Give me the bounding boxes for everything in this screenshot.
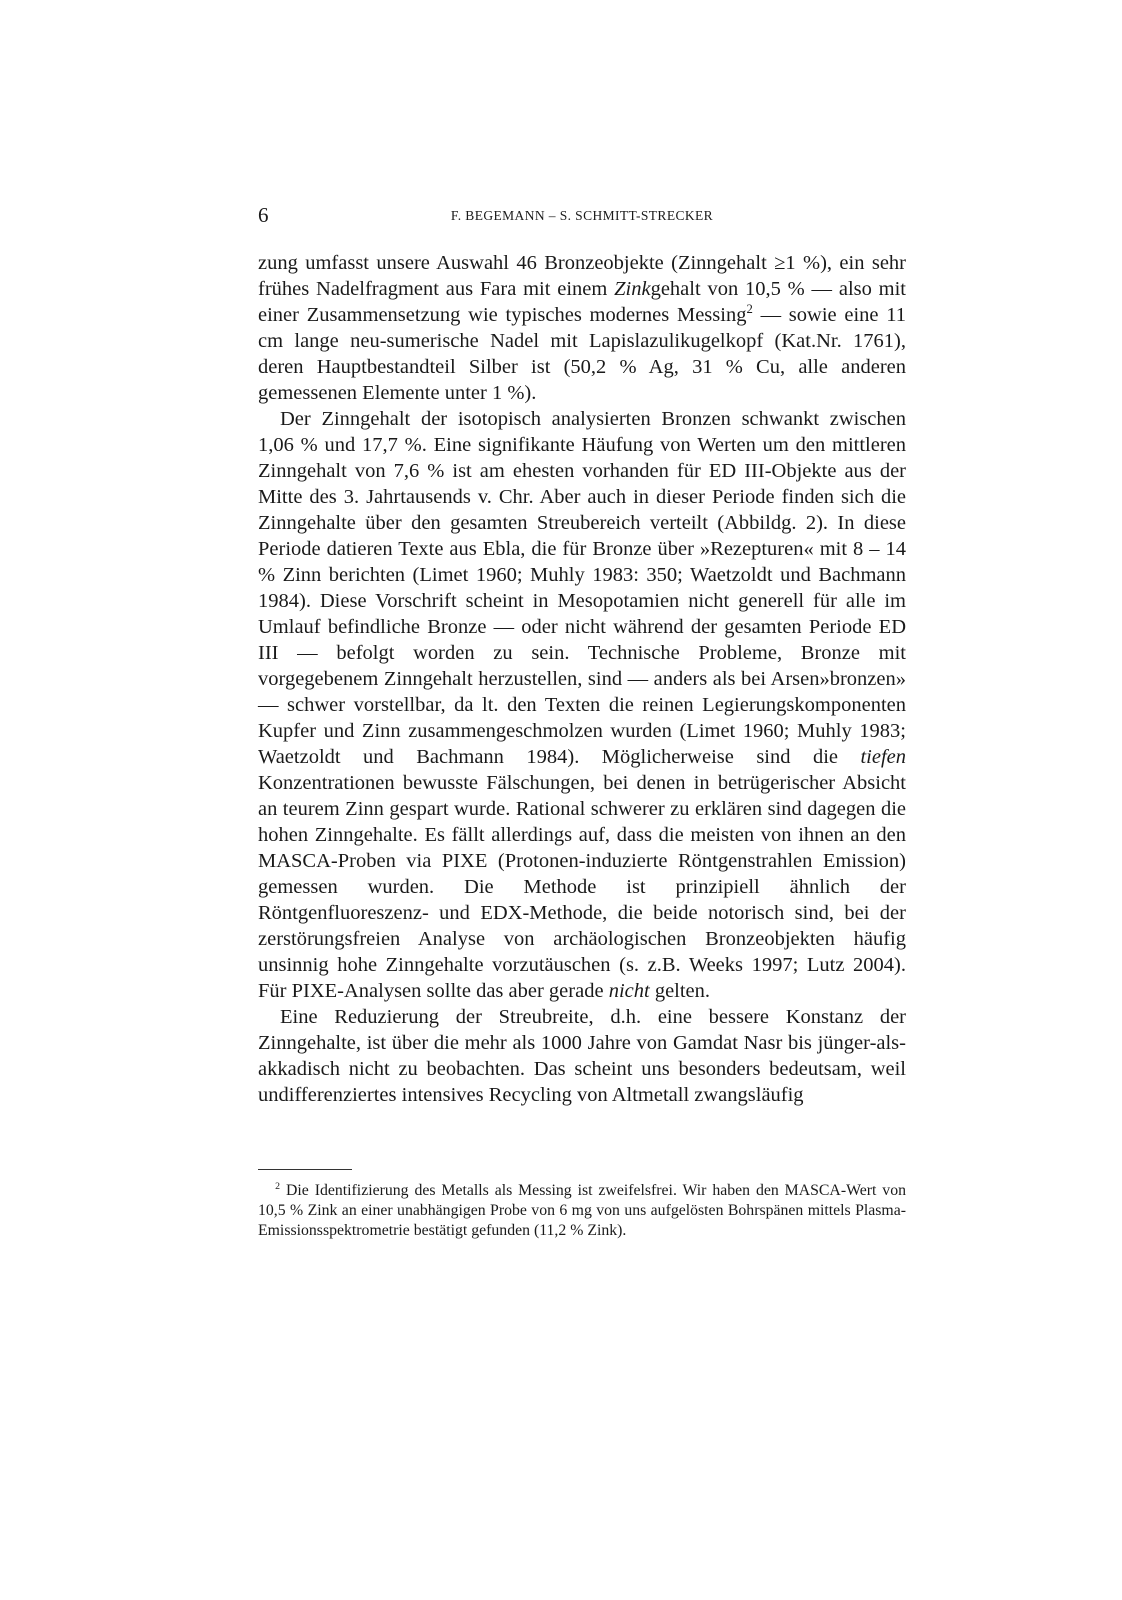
text-run: Der Zinngehalt der isotopisch analysierten Bronzen schwankt zwischen 1,06 % und 17,7 %. Eine signifikante Häufung von Werten um den mittleren Zinngehalt von 7,6 % ist am ehesten vorhanden für ED III-Objekte aus der Mitte des 3. Jahrtausends v. Chr. Aber auch in dieser Periode finden sich die Zinngehalte über den gesamten Streubereich verteilt (Abbildg. 2). In diese Periode datieren Texte aus Ebla, die für Bronze über »Rezepturen« mit 8 – 14 % Zinn berichten (Limet 1960; Muhly 1983: 350; Waetzoldt und Bachmann 1984). Diese Vorschrift scheint in Mesopotamien nicht generell für alle im Umlauf befindliche Bronze — oder nicht während der gesamten Periode ED III — befolgt worden zu sein. Technische Probleme, Bronze mit vorgegebenem Zinngehalt herzustellen, sind — anders als bei Arsen»bronzen» — schwer vorstellbar, da lt. den Texten die reinen Legierungskomponenten Kupfer und Zinn zusammengeschmolzen wurden (Limet 1960; Muhly 1983; Waetzoldt und Bachmann 1984). Möglicherweise sind die	[258, 408, 906, 768]
emphasis: Zink	[614, 278, 651, 300]
text-run: gehalt von 10,5 % — also mit einer Zusammensetzung wie typisches modernes Messing	[258, 278, 906, 326]
emphasis: tiefen	[860, 746, 906, 768]
running-head: F. BEGEMANN – S. SCHMITT-STRECKER	[450, 208, 714, 223]
paragraph-1	[258, 250, 906, 406]
text-run: — sowie eine 11 cm lange neu-sumerische Nadel mit Lapislazulikugelkopf (Kat.Nr. 1761), deren Hauptbestandteil Silber ist (50,2 % Ag, 31 % Cu, alle anderen gemessenen Elemente unter 1 %).	[258, 304, 907, 404]
paragraph-2	[258, 406, 906, 1004]
main-text	[258, 250, 906, 1108]
footnote: $^2$ Die Identifizierung des Metalls als Messing ist zweifelsfrei. Wir haben den MASCA-Wert von 10,5 % Zink an einer unabhängigen Probe von 6 mg von uns aufgelösten Bohrspänen mittels Plasma-Emissionsspektrometrie bestätigt gefunden (11,2 % Zink).	[258, 1180, 906, 1239]
text-run: Konzentrationen bewusste Fälschungen, bei denen in betrügerischer Absicht an teurem Zinn gespart wurde. Rational schwerer zu erklären sind dagegen die hohen Zinngehalte. Es fällt allerdings auf, dass die meisten von ihnen an den MASCA-Proben via PIXE (Protonen-induzierte Röntgenstrahlen Emission) gemessen wurden. Die Methode ist prinzipiell ähnlich der Röntgenfluoreszenz- und EDX-Methode, die beide notorisch sind, bei der zerstörungsfreien Analyse von archäologischen Bronzeobjekten häufig unsinnig hohe Zinngehalte vorzutäuschen (s. z.B. Weeks 1997; Lutz 2004). Für PIXE-Analysen sollte das aber gerade	[258, 772, 906, 1002]
footnote-rule	[258, 1169, 352, 1170]
text-run: Eine Reduzierung der Streubreite, d.h. eine bessere Konstanz der Zinngehalte, ist über die mehr als 1000 Jahre von Gamdat Nasr bis jünger-als-akkadisch nicht zu beobachten. Das scheint uns besonders bedeutsam, weil undifferenziertes intensives Recycling von Altmetall zwangsläufig	[258, 1006, 906, 1106]
footnote-reference: 2	[746, 302, 753, 317]
text-run: zung umfasst unsere Auswahl 46 Bronzeobjekte (Zinngehalt ≥1 %), ein sehr frühes Nadelfragment aus Fara mit einem	[258, 252, 906, 300]
footnote-text: Die Identifizierung des Metalls als Messing ist zweifelsfrei. Wir haben den MASCA-Wert von 10,5 % Zink an einer unabhängigen Probe von 6 mg von uns aufgelösten Bohrspänen mittels Plasma-Emissionsspektrometrie bestätigt gefunden (11,2 % Zink).	[258, 1182, 906, 1239]
page-number: 6	[258, 203, 269, 227]
paragraph-3	[258, 1004, 906, 1108]
text-run: gelten.	[649, 980, 711, 1002]
emphasis: nicht	[608, 980, 650, 1002]
